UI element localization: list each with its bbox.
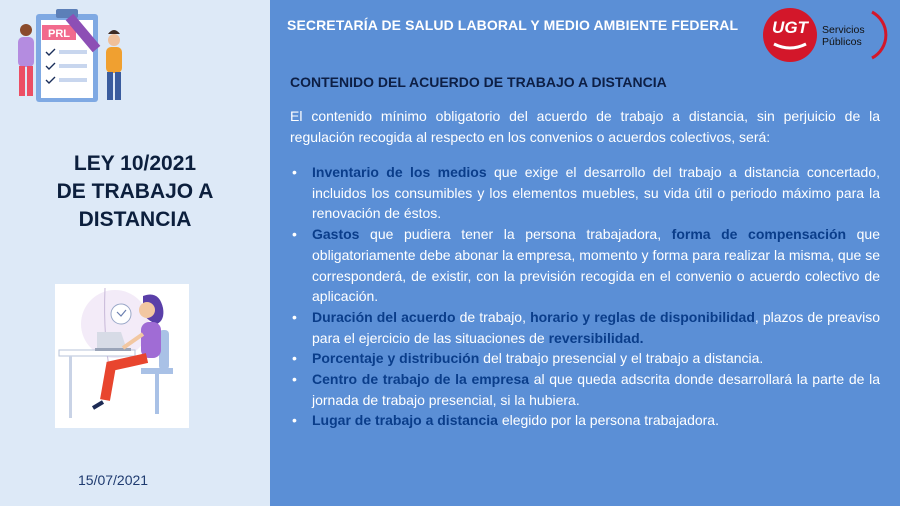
list-item — [290, 348, 880, 369]
document-date: 15/07/2021 — [78, 472, 149, 488]
list-item — [290, 307, 880, 348]
list-item — [290, 369, 880, 410]
item-text: que obligatoriamente debe abonar la empresa, momento y forma para realizar la misma, que se corresponderá, de existir, con la previsión recogida en el convenio o acuerdo colectivo de aplicación. — [312, 226, 881, 305]
ugt-logo-caption — [822, 24, 865, 48]
organization-header: SECRETARÍA DE SALUD LABORAL Y MEDIO AMBIENTE FEDERAL — [287, 17, 739, 33]
item-text: que exige el desarrollo del trabajo a distancia concertado, incluidos los consumibles y los elementos muebles, su vida útil o periodo máximo para la renovación de éstos. — [312, 164, 880, 222]
left-panel — [0, 0, 270, 506]
prl-checklist-illustration — [6, 4, 136, 112]
item-text: que pudiera tener la persona trabajadora, — [359, 226, 672, 243]
list-item — [290, 162, 880, 224]
item-text: al que queda adscrita donde desarrollará la parte de la jornada de trabajo presencial, si la hubiera. — [312, 371, 880, 408]
remote-worker-illustration — [55, 284, 189, 428]
item-highlight: Lugar de trabajo a distancia — [312, 412, 498, 429]
intro-paragraph: El contenido mínimo obligatorio del acuerdo de trabajo a distancia, sin perjuicio de la regulación recogida al respecto en los convenios o acuerdos colectivos, será: — [290, 108, 880, 145]
law-title-line3: DISTANCIA — [78, 208, 192, 231]
list-item — [290, 224, 880, 307]
law-title — [0, 150, 270, 234]
logo-line1: Servicios — [822, 24, 865, 36]
prl-badge-text: PRL — [48, 28, 70, 40]
item-text: elegido por la persona trabajadora. — [497, 412, 719, 429]
item-highlight: Porcentaje y distribución — [312, 350, 480, 367]
item-highlight: Gastos — [312, 226, 360, 243]
item-highlight: Duración del acuerdo — [312, 308, 456, 325]
item-highlight: horario y reglas de disponibilidad — [530, 308, 755, 325]
content-list — [290, 162, 880, 431]
law-title-line2: DE TRABAJO A — [56, 180, 214, 203]
item-highlight: Inventario de los medios — [312, 164, 487, 180]
item-text: , plazos de preaviso para el ejercicio de las situaciones de — [312, 308, 881, 346]
ugt-logo-text: UGT — [772, 18, 808, 37]
item-text: de trabajo, — [455, 308, 531, 325]
item-highlight: Centro de trabajo de la empresa — [312, 371, 530, 388]
section-title: CONTENIDO DEL ACUERDO DE TRABAJO A DISTANCIA — [290, 74, 667, 90]
item-text: del trabajo presencial y el trabajo a distancia. — [479, 350, 764, 367]
item-highlight: forma de compensación — [671, 226, 847, 243]
list-item — [290, 410, 880, 431]
law-title-line1: LEY 10/2021 — [73, 152, 197, 175]
logo-line2: Públicos — [822, 36, 862, 48]
item-highlight: reversibilidad. — [548, 329, 644, 346]
